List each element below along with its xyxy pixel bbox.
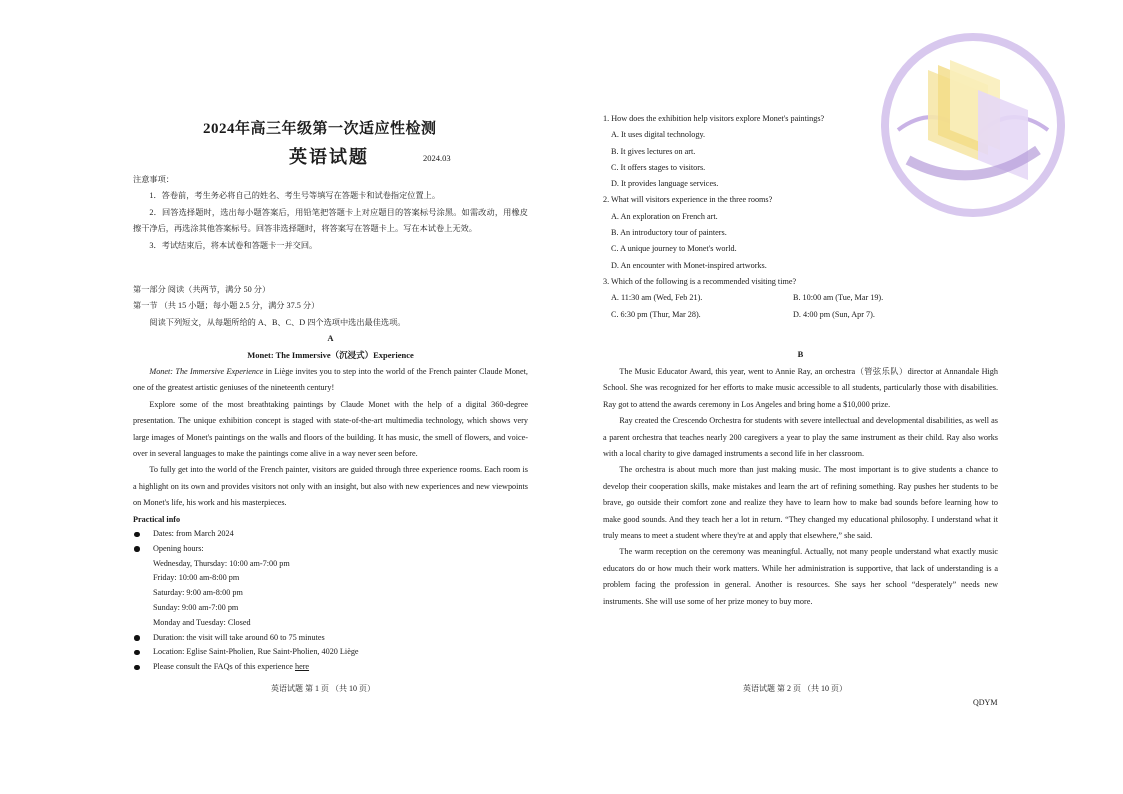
passage-b-para-2: Ray created the Crescendo Orchestra for students with severe intellectual and developmental disabilities, as well as a parent orchestra that teaches nearly 200 caregivers a year to play the same instrument as their child. Ray also works with a local charity to give damaged instruments a second life in her classroom. — [603, 416, 998, 459]
bullet-icon — [134, 546, 140, 552]
section-one-title: 第一节 （共 15 小题；每小题 2.5 分，满分 37.5 分） — [133, 301, 320, 311]
option-b: B. An introductory tour of painters. — [611, 228, 727, 238]
part-one-title: 第一部分 阅读（共两节，满分 50 分） — [133, 285, 271, 294]
passage-b-para-1: The Music Educator Award, this year, went to Annie Ray, an orchestra（管弦乐队）director at Annandale High School. She was recognized for her efforts to make music accessible to all students, particularly those with disabilities. Ray got to attend the awards ceremony in Los Angeles and bring home a $10,000 prize. — [603, 367, 998, 409]
hours-row: Monday and Tuesday: Closed — [153, 617, 251, 627]
part-one-header — [133, 282, 528, 331]
option-d: D. An encounter with Monet-inspired artworks. — [611, 260, 767, 270]
question-3 — [603, 274, 998, 323]
bullet-icon — [134, 635, 140, 641]
option-c: C. 6:30 pm (Thur, Mar 28). — [611, 309, 701, 319]
passage-a-para-2: Explore some of the most breathtaking paintings by Claude Monet with the help of a digital 360-degree presentation. The unique exhibition concept is staged with state-of-the-art multimedia technology, which shows very large images of Monet's paintings on the walls and floors of the building. It has music, the smell of flowers, and voice-over in several languages to make the paintings come alive in a way never seen before. — [133, 399, 528, 459]
option-c: C. It offers stages to visitors. — [611, 162, 706, 172]
practical-info-heading: Practical info — [133, 514, 181, 524]
question-2 — [603, 192, 998, 273]
option-b: B. 10:00 am (Tue, Mar 19). — [793, 293, 884, 303]
instruction-text: 阅读下列短文，从每题所给的 A、B、C、D 四个选项中选出最佳选项。 — [149, 317, 406, 327]
bullet-icon — [134, 650, 140, 656]
hours-row: Wednesday, Thursday: 10:00 am-7:00 pm — [153, 558, 290, 568]
question-stem: 3. Which of the following is a recommended visiting time? — [603, 276, 797, 286]
option-a: A. It uses digital technology. — [611, 130, 706, 140]
exam-date: 2024.03 — [423, 153, 451, 163]
questions-block — [603, 111, 998, 323]
passage-b-para-3: The orchestra is about much more than just making music. The most important is to give students a chance to develop their cooperation skills, make mistakes and learn the art of refining something. Ray pushes her students to be brave, go outside their comfort zone and realize they have to learn how to make bad sounds before learning how to make good sounds. And they teach her a lot in return. “They changed my educational philosophy. I understand what it truly means to meet a student where they're at and apply that elsewhere,” she said. — [603, 465, 998, 541]
bullet-icon — [134, 532, 140, 538]
notes-heading: 注意事项： — [133, 175, 174, 184]
passage-b-para-4: The warm reception on the ceremony was meaningful. Actually, not many people understand what exactly music educators do or how much their work matters. While her administration is supportive, that lack of understanding is a problem facing the profession in general. Another is resources. She says her school “desperately” needs new instruments. She will use some of her prize money to buy more. — [603, 547, 998, 606]
paper-code: QDYM — [973, 698, 998, 707]
subject-title: 英语试题 — [289, 147, 369, 167]
exhibition-name: Monet: The Immersive Experience — [149, 367, 264, 376]
note-1: 1．答卷前，考生务必将自己的姓名、考生号等填写在答题卡和试卷指定位置上。 — [149, 191, 441, 201]
passage-a-para-3: To fully get into the world of the French painter, visitors are guided through three experience rooms. Each room is a highlight on its own and provides visitors not only with an insight, but also with new experiences and new viewpoints on Monet's life, his work and his masterpieces. — [133, 465, 528, 508]
hours-row: Friday: 10:00 am-8:00 pm — [153, 573, 240, 583]
practical-info-list — [133, 527, 528, 675]
info-faq: Please consult the FAQs of this experience here — [133, 660, 528, 675]
passage-a-title: Monet: The Immersive（沉浸式）Experience — [247, 350, 414, 360]
info-dates: Dates: from March 2024 — [133, 527, 528, 542]
option-d: D. It provides language services. — [611, 179, 719, 189]
note-3: 3．考试结束后，将本试卷和答题卡一并交回。 — [149, 240, 318, 250]
notes-block — [133, 172, 528, 254]
passage-a-body — [133, 364, 528, 528]
bullet-icon — [134, 665, 140, 671]
info-location: Location: Eglise Saint-Pholien, Rue Saint-Pholien, 4020 Liège — [133, 645, 528, 660]
passage-b-body — [603, 364, 998, 610]
hours-row: Sunday: 9:00 am-7:00 pm — [153, 602, 239, 612]
page-2-footer: 英语试题 第 2 页 （共 10 页） — [743, 684, 847, 693]
info-duration: Duration: the visit will take around 60 to 75 minutes — [133, 631, 528, 646]
question-stem: 1. How does the exhibition help visitors explore Monet's paintings? — [603, 114, 825, 123]
option-d: D. 4:00 pm (Sun, Apr 7). — [793, 309, 875, 319]
passage-a-para-1: Monet: The Immersive Experience in Liège invites you to step into the world of the French painter Claude Monet, one of the greatest artistic geniuses of the nineteenth century! — [133, 367, 528, 393]
note-2: 2．回答选择题时，选出每小题答案后，用铅笔把答题卡上对应题目的答案标号涂黑。如需改动，用橡皮擦干净后，再选涂其他答案标号。回答非选择题时，将答案写在答题卡上。写在本试卷上无效。 — [133, 207, 528, 234]
passage-b-label: B — [797, 349, 804, 359]
question-1 — [603, 111, 998, 192]
option-b: B. It gives lectures on art. — [611, 146, 696, 156]
question-stem: 2. What will visitors experience in the three rooms? — [603, 195, 773, 205]
option-a: A. 11:30 am (Wed, Feb 21). — [611, 293, 703, 303]
hours-list — [133, 557, 528, 631]
hours-row: Saturday: 9:00 am-8:00 pm — [153, 588, 243, 598]
page-1-footer: 英语试题 第 1 页 （共 10 页） — [271, 684, 375, 693]
option-c: C. A unique journey to Monet's world. — [611, 244, 737, 254]
option-a: A. An exploration on French art. — [611, 211, 718, 221]
passage-a-label: A — [327, 333, 334, 343]
faq-link[interactable]: here — [294, 662, 310, 672]
exam-title: 2024年高三年级第一次适应性检测 — [203, 121, 437, 137]
info-hours: Opening hours: — [133, 542, 528, 557]
